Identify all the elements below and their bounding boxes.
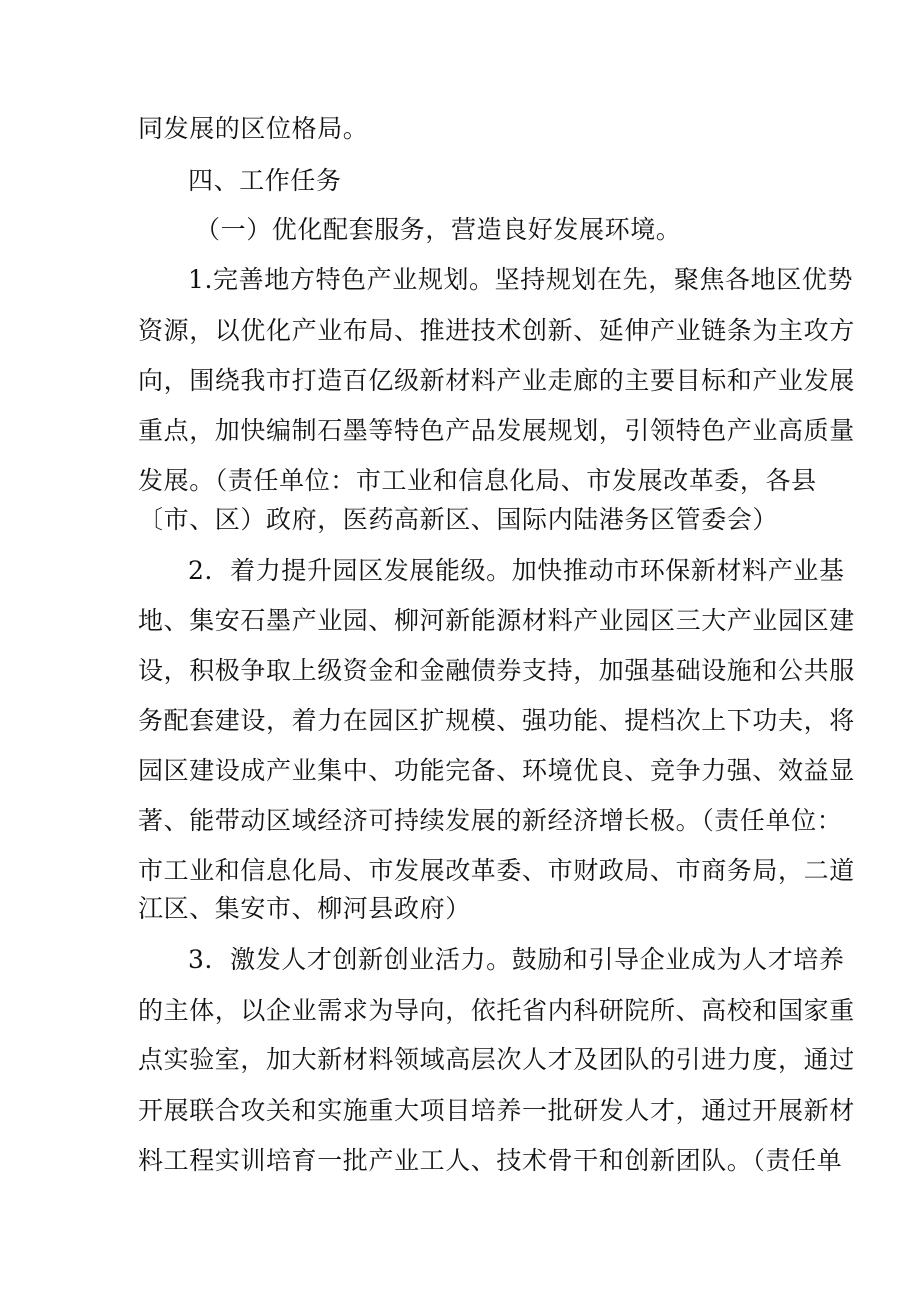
- item-1-line: 1.完善地方特色产业规划。坚持规划在先，聚焦各地区优势: [188, 265, 854, 294]
- paragraph-line: 同发展的区位格局。: [138, 114, 369, 143]
- item-3-line: 料工程实训培育一批产业工人、技术骨干和创新团队。（责任单: [138, 1146, 843, 1175]
- item-3-line: 点实验室，加大新材料领域高层次人才及团队的引进力度，通过: [138, 1045, 855, 1074]
- item-1-line: 资源，以优化产业布局、推进技术创新、延伸产业链条为主攻方: [138, 316, 855, 345]
- item-2-line: 著、能带动区域经济可持续发展的新经济增长极。（责任单位：: [138, 806, 843, 835]
- item-3-line: 开展联合攻关和实施重大项目培养一批研发人才，通过开展新材: [138, 1096, 855, 1125]
- item-3-line: 3．激发人才创新创业活力。鼓励和引导企业成为人才培养: [188, 945, 845, 974]
- item-2-line: 设，积极争取上级资金和金融债券支持，加强基础设施和公共服: [138, 656, 855, 685]
- section-heading: 四、工作任务: [188, 166, 342, 195]
- item-1-line: 重点，加快编制石墨等特色产品发展规划，引领特色产业高质量: [138, 416, 855, 445]
- item-2-line: 务配套建设，着力在园区扩规模、强功能、提档次上下功夫，将: [138, 706, 855, 735]
- subsection-heading: （一）优化配套服务，营造良好发展环境。: [195, 215, 682, 244]
- item-2-line: 江区、集安市、柳河县政府）: [138, 894, 471, 923]
- item-3-line: 的主体，以企业需求为导向，依托省内科研院所、高校和国家重: [138, 996, 855, 1025]
- item-1-line: 〔市、区）政府，医药高新区、国际内陆港务区管委会）: [138, 505, 779, 534]
- item-1-line: 向，围绕我市打造百亿级新材料产业走廊的主要目标和产业发展: [138, 366, 855, 395]
- item-2-line: 2．着力提升园区发展能级。加快推动市环保新材料产业基: [188, 556, 845, 585]
- item-2-line: 市工业和信息化局、市发展改革委、市财政局、市商务局，二道: [138, 856, 855, 885]
- item-1-line: 发展。（责任单位：市工业和信息化局、市发展改革委，各县: [138, 466, 817, 495]
- item-2-line: 地、集安石墨产业园、柳河新能源材料产业园区三大产业园区建: [138, 606, 855, 635]
- item-2-line: 园区建设成产业集中、功能完备、环境优良、竞争力强、效益显: [138, 756, 855, 785]
